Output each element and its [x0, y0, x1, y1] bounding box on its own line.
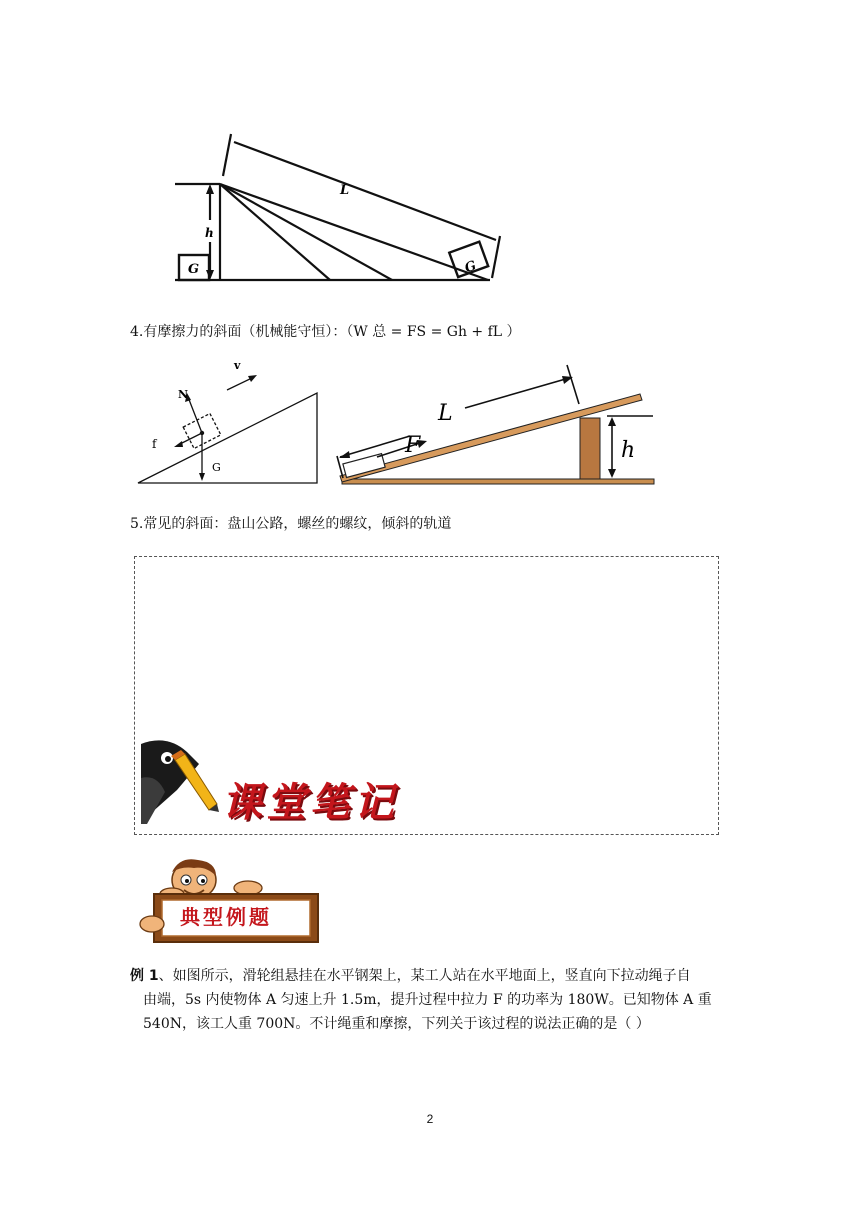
example-1-line-2: 由端，5s 内使物体 A 匀速上升 1.5m，提升过程中拉力 F 的功率为 180W。已知物体 A 重: [143, 992, 712, 1008]
friction-label: f: [152, 437, 157, 451]
ramp-force-label: F: [405, 433, 421, 458]
example-1-line-3: 540N，该工人重 700N。不计绳重和摩擦，下列关于该过程的说法正确的是（ ）: [143, 1016, 650, 1032]
weight-label: G: [212, 461, 221, 474]
class-notes-banner: 课堂笔记: [222, 779, 398, 826]
length-label: L: [340, 183, 350, 198]
wooden-ramp-figure: [335, 360, 660, 490]
normal-force-label: N: [178, 388, 189, 401]
height-label: h: [205, 226, 214, 240]
incline-comparison-figure: [170, 130, 510, 290]
example-1-prefix: 例 1: [130, 968, 159, 984]
item-5-text: 5.常见的斜面：盘山公路，螺丝的螺纹，倾斜的轨道: [130, 516, 452, 532]
ramp-length-label: L: [438, 401, 453, 426]
friction-incline-force-diagram: [130, 355, 330, 490]
page-number: 2: [426, 1112, 434, 1126]
velocity-label: v: [234, 359, 241, 372]
example-1: [130, 964, 730, 1036]
example-1-line-1: [130, 964, 730, 988]
weight-label-left: G: [188, 262, 200, 277]
weight-label-right: G: [462, 258, 479, 277]
item-4-text: 4.有摩擦力的斜面（机械能守恒）：（W 总 = FS = Gh + fL ）: [130, 324, 521, 340]
example-1-text-1: 、如图所示，滑轮组悬挂在水平钢架上，某工人站在水平地面上，竖直向下拉动绳子自: [158, 968, 691, 984]
pencil-bird-icon: [137, 738, 222, 830]
ramp-height-label: h: [621, 438, 636, 463]
typical-examples-banner: 典型例题: [180, 905, 272, 929]
